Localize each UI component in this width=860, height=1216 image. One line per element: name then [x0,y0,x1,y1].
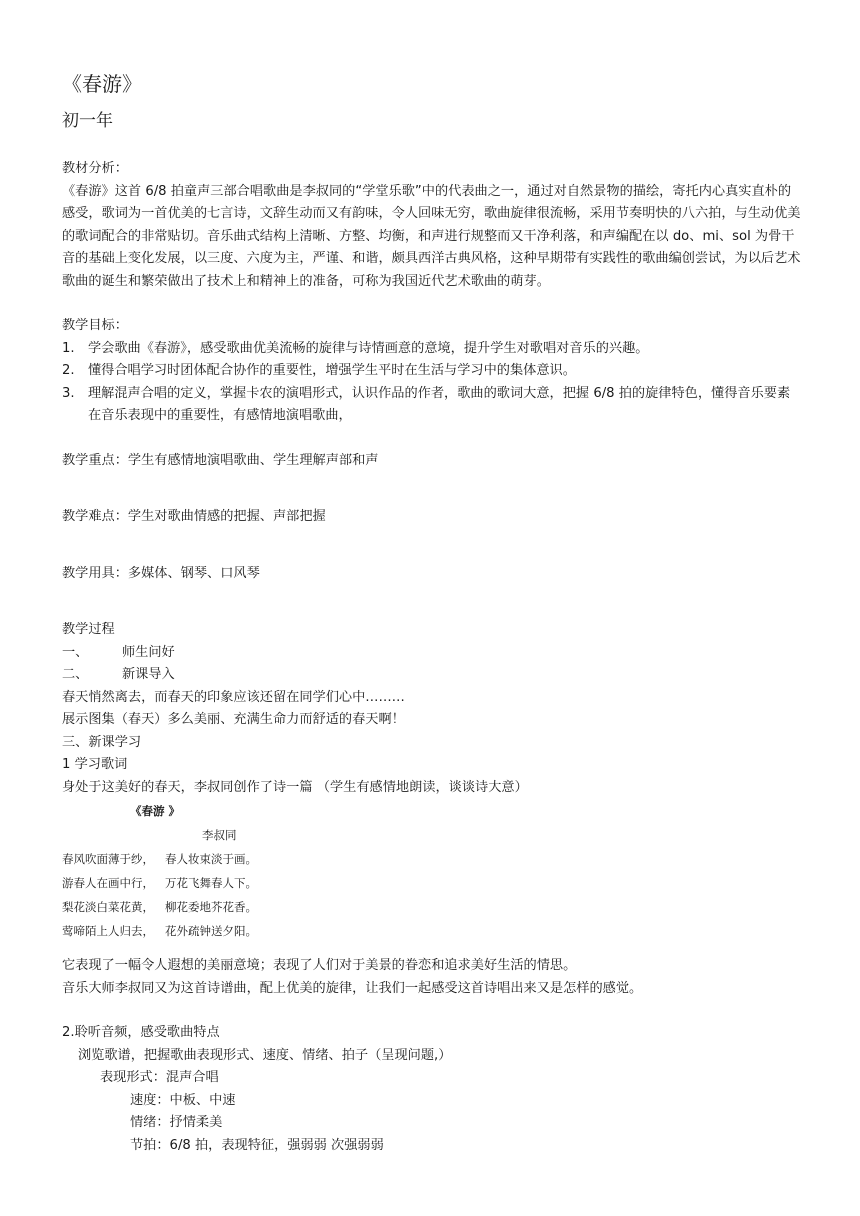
process-step-3: 三、新课学习 [62,734,142,750]
poem-author: 李叔同 [202,828,237,842]
step-marker: 二、 [62,667,89,682]
goal-text: 懂得合唱学习时团体配合协作的重要性，增强学生平时在生活与学习中的集体意识。 [88,363,576,378]
goal-item [62,360,802,383]
analysis-heading: 教材分析： [62,161,128,176]
goals-heading: 教学目标： [62,318,128,333]
grade-label: 初一年 [62,111,113,131]
listening-form: 表现形式：混声合唱 [100,1070,219,1085]
process-heading: 教学过程 [62,622,115,637]
step-text: 新课导入 [122,667,175,682]
step-text: 师生问好 [122,644,175,660]
lyrics-intro: 身处于这美好的春天，李叔同创作了诗一篇 （学生有感情地朗读，谈谈诗大意） [62,779,528,795]
poem-music-intro: 音乐大师李叔同又为这首诗谱曲，配上优美的旋律，让我们一起感受这首诗唱出来又是怎样的感觉。 [62,980,643,996]
step-marker: 一、 [62,644,89,660]
poem-line: 春风吹面薄于纱， 春人妆束淡于画。 [62,852,257,866]
analysis-text: 《春游》这首 6/8 拍童声三部合唱歌曲是李叔同的“学堂乐歌”中的代表曲之一，通过对自然景物的描绘，寄托内心真实直朴的感受，歌词为一首优美的七言诗，文辞生动而又有韵味，令人回味无穷，歌曲旋律很流畅，采用节奏明快的八六拍，与生动优美的歌词配合的非常贴切。音乐曲式结构上清晰、方整、均衡，和声进行规整而又干净利落，和声编配在以 do、mi、sol 为骨干音的基础上变化发展，以三度、六度为主，严谨、和谐，颇具西洋古典风格，这种早期带有实践性的歌曲编创尝试，为以后艺术歌曲的诞生和繁荣做出了技术上和精神上的准备，可称为我国近代艺术歌曲的萌芽。 [62,183,801,289]
poem-title: 《春游 》 [130,804,181,818]
poem-line: 游春人在画中行， 万花飞舞春人下。 [62,876,257,890]
poem-meaning: 它表现了一幅令人遐想的美丽意境；表现了人们对于美景的眷恋和追求美好生活的情思。 [62,958,577,973]
listening-heading: 2.聆听音频，感受歌曲特点 [62,1025,220,1040]
goal-text: 理解混声合唱的定义，掌握卡农的演唱形式，认识作品的作者，歌曲的歌词大意，把握 6/8 拍的旋律特色，懂得音乐要素在音乐表现中的重要性，有感情地演唱歌曲， [88,385,791,423]
difficulty: 教学难点：学生对歌曲情感的把握、声部把握 [62,509,326,524]
document-title: 《春游》 [62,72,142,96]
listening-speed: 速度：中板、中速 [130,1092,236,1108]
process-step-1 [62,642,802,665]
goal-item [62,383,802,428]
goal-number: 3. [62,385,75,401]
listening-browse: 浏览歌谱，把握歌曲表现形式、速度、情绪、拍子（呈现问题,） [78,1047,452,1063]
listening-meter: 节拍：6/8 拍，表现特征，强弱弱 次强弱弱 [130,1137,384,1153]
goal-item [62,338,802,361]
poem-block [62,799,802,943]
lyrics-subheading: 1 学习歌词 [62,757,128,772]
key-point: 教学重点：学生有感情地演唱歌曲、学生理解声部和声 [62,452,379,468]
listening-mood: 情绪：抒情柔美 [130,1115,223,1130]
process-step-2 [62,664,802,687]
poem-line: 梨花淡白菜花黄， 柳花委地芥花香。 [62,900,257,914]
teaching-tools: 教学用具：多媒体、钢琴、口风琴 [62,565,260,581]
intro-line-1: 春天悄然离去，而春天的印象应该还留在同学们心中……… [62,689,405,705]
document-page [62,66,802,1157]
intro-line-2: 展示图集（春天）多么美丽、充满生命力而舒适的春天啊！ [62,712,405,727]
goal-text: 学会歌曲《春游》，感受歌曲优美流畅的旋律与诗情画意的意境，提升学生对歌唱对音乐的兴趣。 [88,340,649,356]
goal-number: 1. [62,340,75,356]
goals-list [62,338,802,428]
poem-line: 莺啼陌上人归去， 花外疏钟送夕阳。 [62,924,257,938]
goal-number: 2. [62,363,75,378]
